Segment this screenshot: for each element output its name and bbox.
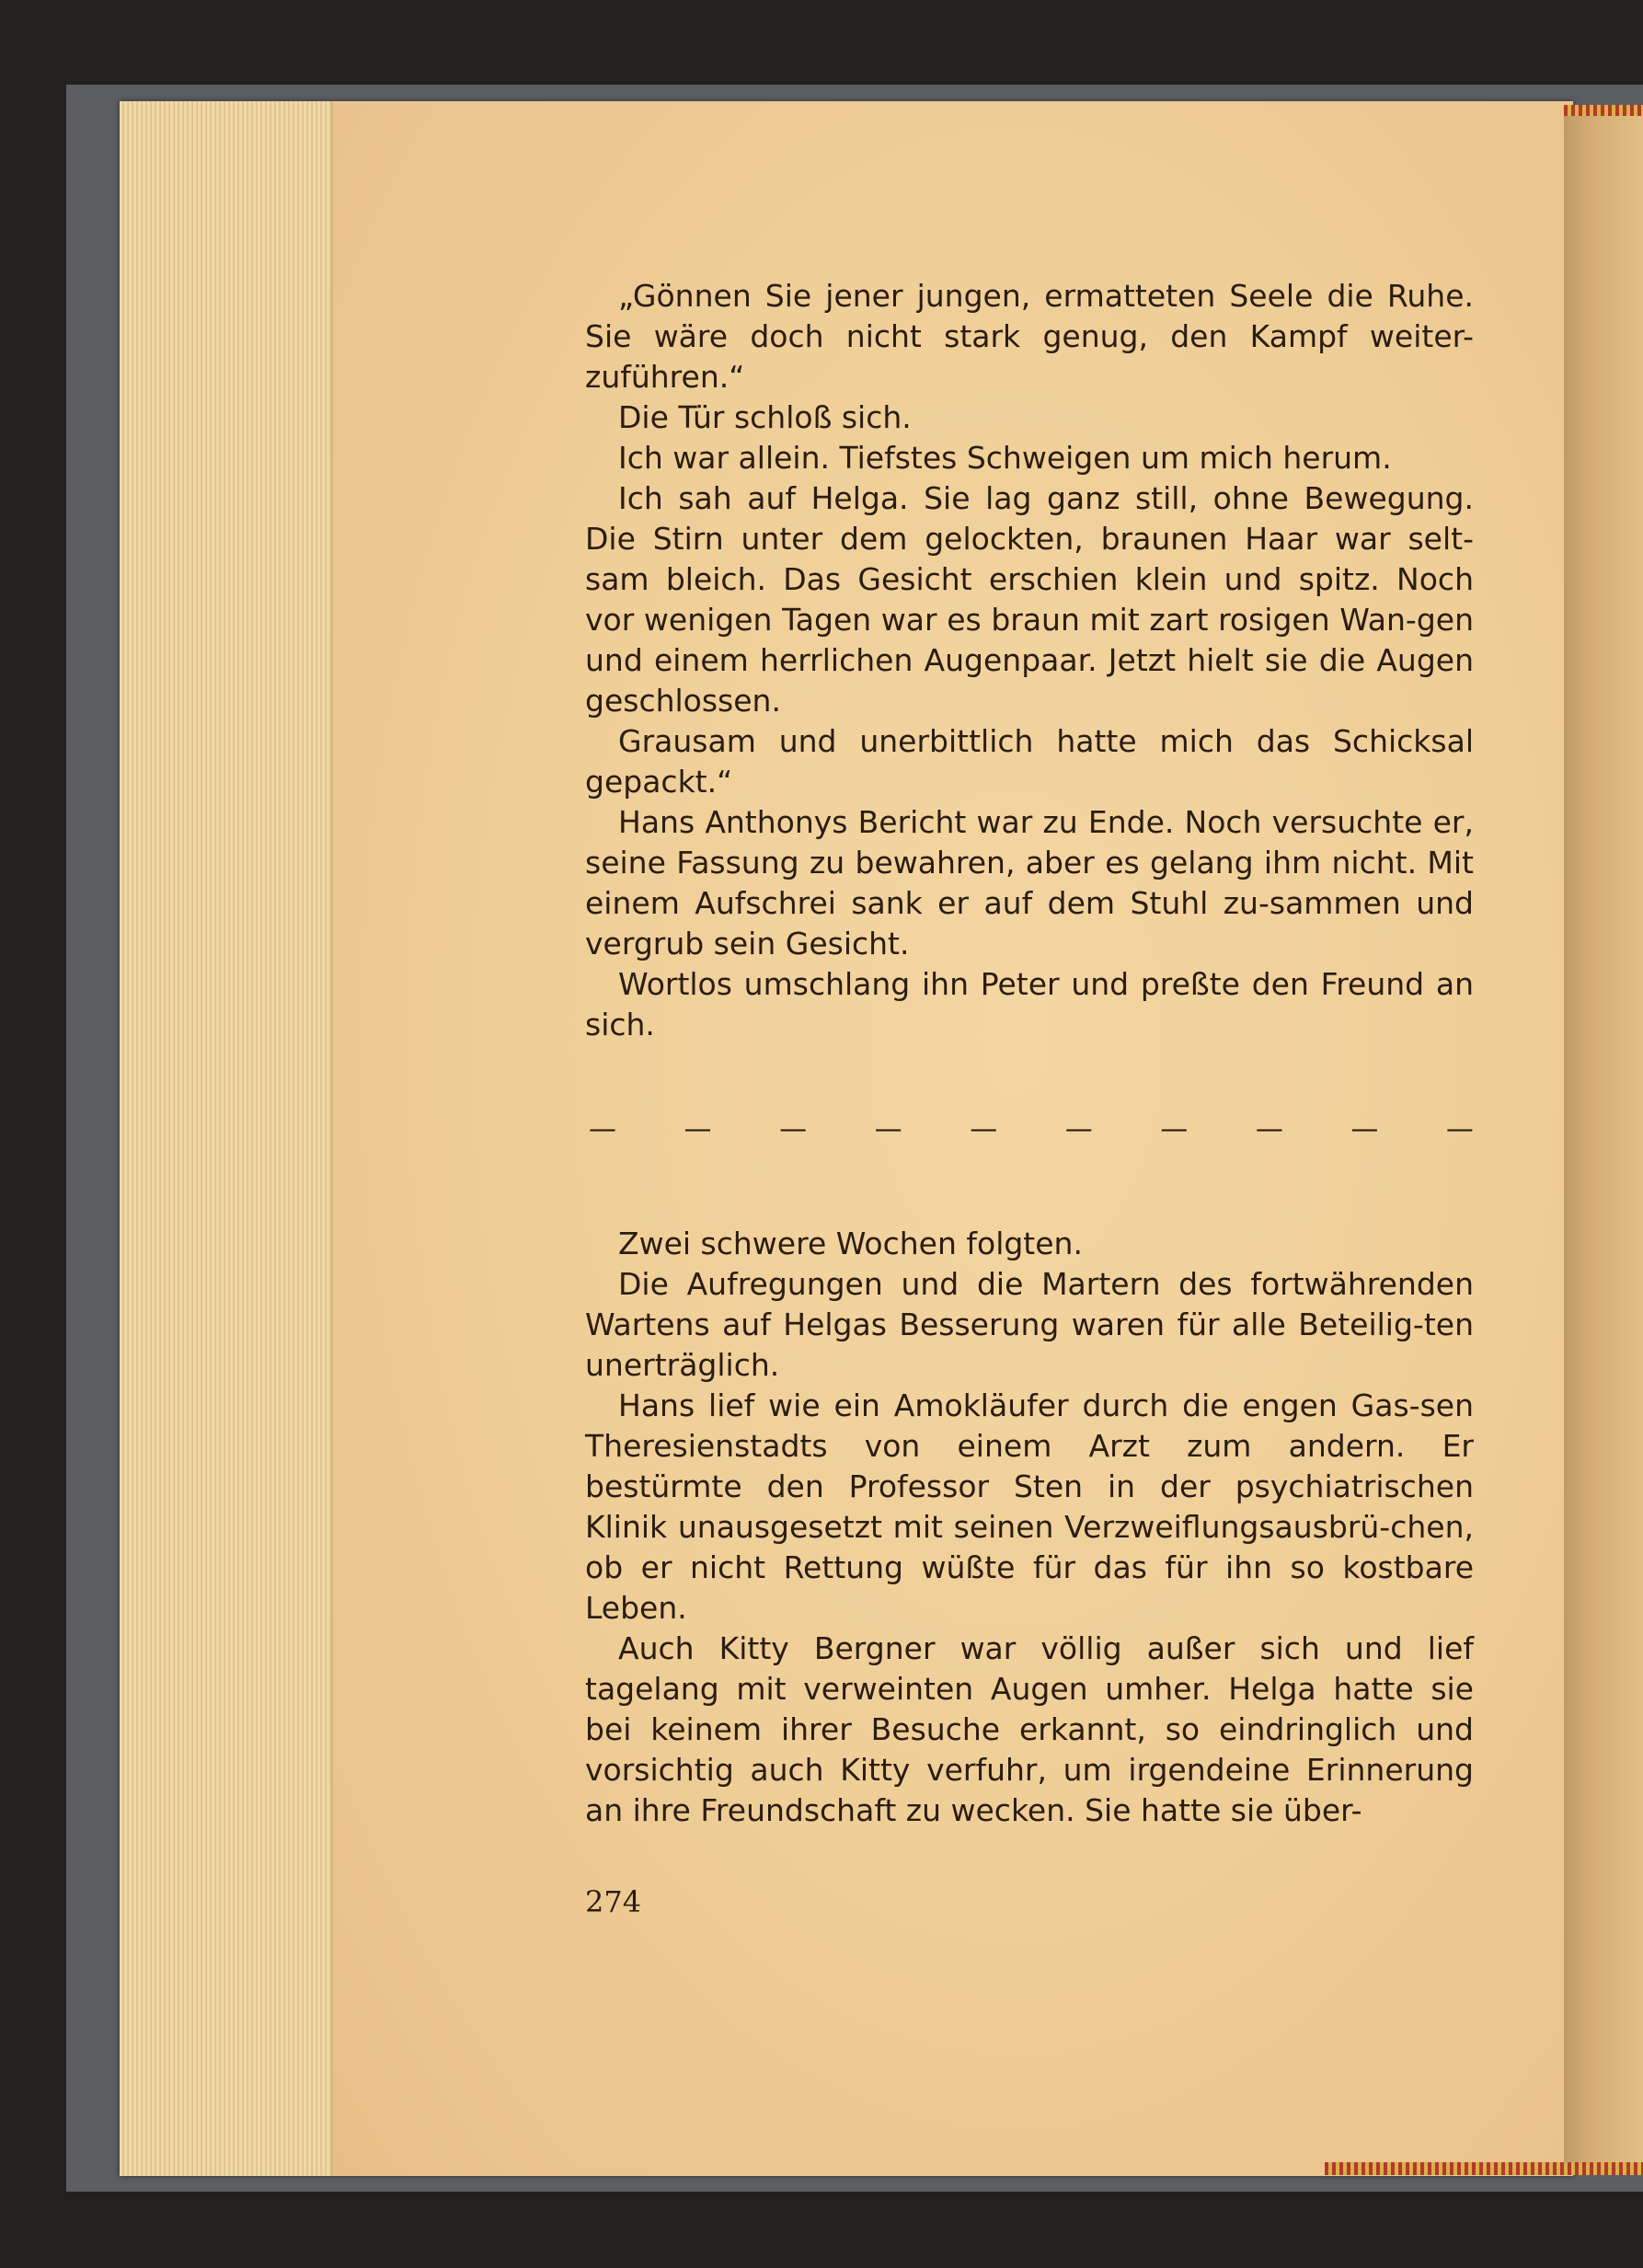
headband-bottom bbox=[1325, 2162, 1643, 2175]
separator-dash: — bbox=[1350, 1113, 1379, 1146]
paragraph: Die Tür schloß sich. bbox=[618, 399, 912, 435]
paragraph: Grausam und unerbittlich hatte mich das Schicksal gepackt.“ bbox=[585, 723, 1474, 800]
paragraph: Ich war allein. Tiefstes Schweigen um mich herum. bbox=[618, 440, 1392, 476]
paragraph: Auch Kitty Bergner war völlig außer sich und lief tagelang mit verweinten Augen umher. Helga hatte sie bei keinem ihrer Besuche erkannt, so eindringlich und vorsichtig auch Kitty verfuhr, um irgendeine Erinnerung an ihre Freundschaft zu wecken. Sie hatte sie über- bbox=[585, 1630, 1474, 1828]
text-block-top bbox=[585, 276, 1474, 1045]
paragraph: Hans lief wie ein Amokläufer durch die engen Gas-sen Theresienstadts von einem Arzt zum andern. Er bestürmte den Professor Sten in der psychiatrischen Klinik unausgesetzt mit seinen Verzweiflungsausbrü-chen, ob er nicht Rettung wüßte für das für ihn so kostbare Leben. bbox=[585, 1387, 1474, 1626]
paragraph: Zwei schwere Wochen folgten. bbox=[618, 1226, 1083, 1261]
separator-dash: — bbox=[684, 1113, 712, 1146]
separator-dash: — bbox=[1445, 1113, 1474, 1146]
facing-page-gutter bbox=[1564, 109, 1643, 2174]
separator-dash: — bbox=[874, 1113, 902, 1146]
separator-dash: — bbox=[589, 1113, 616, 1146]
paragraph: Wortlos umschlang ihn Peter und preßte den Freund an sich. bbox=[585, 966, 1474, 1042]
paragraph: „Gönnen Sie jener jungen, ermatteten Seele die Ruhe. Sie wäre doch nicht stark genug, den Kampf weiter-zuführen.“ bbox=[585, 278, 1474, 395]
section-separator bbox=[589, 1113, 1474, 1146]
paragraph: Die Aufregungen und die Martern des fortwährenden Wartens auf Helgas Besserung waren für alle Beteilig-ten unerträglich. bbox=[585, 1266, 1474, 1383]
headband-top bbox=[1564, 105, 1643, 116]
separator-dash: — bbox=[779, 1113, 808, 1146]
paragraph: Ich sah auf Helga. Sie lag ganz still, ohne Bewegung. Die Stirn unter dem gelockten, braunen Haar war selt-sam bleich. Das Gesicht erschien klein und spitz. Noch vor wenigen Tagen war es braun mit zart rosigen Wan-gen und einem herrlichen Augenpaar. Jetzt hielt sie die Augen geschlossen. bbox=[585, 480, 1474, 719]
separator-dash: — bbox=[1160, 1113, 1189, 1146]
paragraph: Hans Anthonys Bericht war zu Ende. Noch versuchte er, seine Fassung zu bewahren, aber es gelang ihm nicht. Mit einem Aufschrei sank er auf dem Stuhl zu-sammen und vergrub sein Gesicht. bbox=[585, 804, 1474, 961]
separator-dash: — bbox=[1064, 1113, 1093, 1146]
separator-dash: — bbox=[970, 1113, 998, 1146]
page-number: 274 bbox=[585, 1884, 642, 1919]
text-block-bottom bbox=[585, 1224, 1474, 1831]
separator-dash: — bbox=[1255, 1113, 1283, 1146]
page-edges bbox=[120, 101, 333, 2176]
